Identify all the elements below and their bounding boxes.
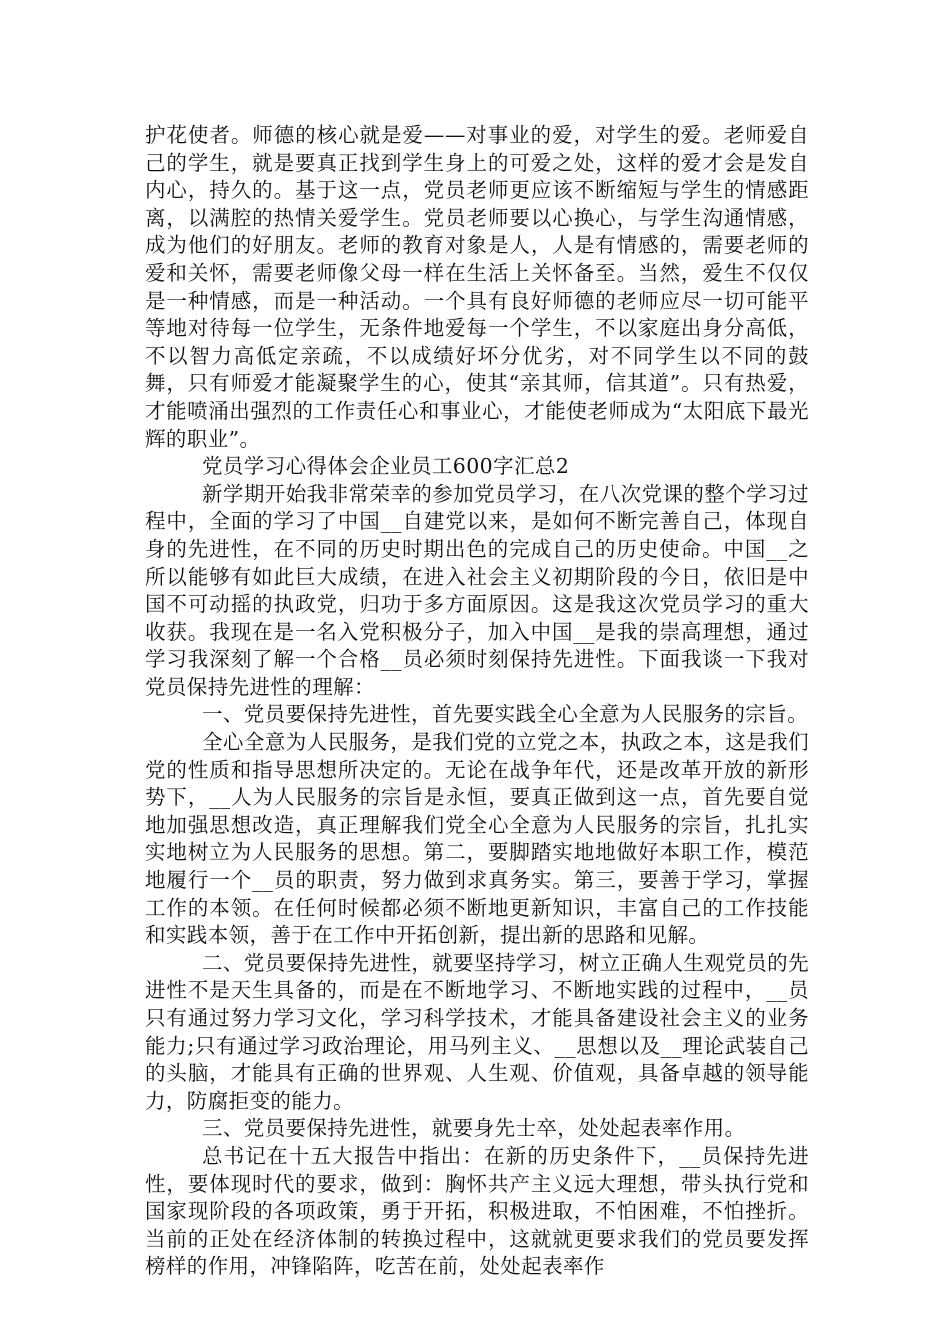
- point-three-heading: 三、党员要保持先进性，就要身先士卒，处处起表率作用。: [202, 1116, 746, 1141]
- paragraph-3: 全心全意为人民服务，是我们党的立党之本，执政之本，这是我们党的性质和指导思想所决定的。无论在战争年代，还是改革开放的新形势下，__人为人民服务的宗旨是永恒，要真正做到这一点，首先要自觉地加强思想改造，真正理解我们党全心全意为人民服务的宗旨，扎扎实实地树立为人民服务的思想。第二，要脚踏实地地做好本职工作，模范地履行一个__员的职责，努力做到求真务实。第三，要善于学习，掌握工作的本领。在任何时候都必须不断地更新知识，丰富自己的工作技能和实践本领，善于在工作中开拓创新，提出新的思路和见解。: [145, 730, 809, 948]
- paragraph-4: 二、党员要保持先进性，就要坚持学习，树立正确人生观党员的先进性不是天生具备的，而是在不断地学习、不断地实践的过程中，__员只有通过努力学习文化，学习科学技术，才能具备建设社会主义的业务能力;只有通过学习政治理论，用马列主义、__思想以及__理论武装自己的头脑，才能具有正确的世界观、人生观、价值观，具备卓越的领导能力，防腐拒变的能力。: [145, 950, 809, 1113]
- point-one-heading: 一、党员要保持先进性，首先要实践全心全意为人民服务的宗旨。: [202, 702, 809, 727]
- section-heading: 党员学习心得体会企业员工600字汇总2: [202, 454, 570, 479]
- paragraph-2: 新学期开始我非常荣幸的参加党员学习，在八次党课的整个学习过程中，全面的学习了中国__自建党以来，是如何不断完善自己，体现自身的先进性，在不同的历史时期出色的完成自己的历史使命。中国__之所以能够有如此巨大成绩，在进入社会主义初期阶段的今日，依旧是中国不可动摇的执政党，归功于多方面原因。这是我这次党员学习的重大收获。我现在是一名入党积极分子，加入中国__是我的崇高理想，通过学习我深刻了解一个合格__员必须时刻保持先进性。下面我谈一下我对党员保持先进性的理解：: [145, 481, 809, 699]
- paragraph-1: 护花使者。师德的核心就是爱——对事业的爱，对学生的爱。老师爱自己的学生，就是要真正找到学生身上的可爱之处，这样的爱才会是发自内心，持久的。基于这一点，党员老师更应该不断缩短与学生的情感距离，以满腔的热情关爱学生。党员老师要以心换心，与学生沟通情感，成为他们的好朋友。老师的教育对象是人，人是有情感的，需要老师的爱和关怀，需要老师像父母一样在生活上关怀备至。当然，爱生不仅仅是一种情感，而是一种活动。一个具有良好师德的老师应尽一切可能平等地对待每一位学生，无条件地爱每一个学生，不以家庭出身分高低，不以智力高低定亲疏，不以成绩好坏分优劣，对不同学生以不同的鼓舞，只有师爱才能凝聚学生的心，使其“亲其师，信其道”。只有热爱，才能喷涌出强烈的工作责任心和事业心，才能使老师成为“太阳底下最光辉的职业”。: [145, 123, 809, 451]
- document-body: [145, 122, 809, 1281]
- paragraph-5: 总书记在十五大报告中指出：在新的历史条件下，__员保持先进性，要体现时代的要求，做到：胸怀共产主义远大理想，带头执行党和国家现阶段的各项政策，勇于开拓，积极进取，不怕困难，不怕挫折。当前的正处在经济体制的转换过程中，这就就更要求我们的党员要发挥榜样的作用，冲锋陷阵，吃苦在前，处处起表率作: [145, 1143, 809, 1279]
